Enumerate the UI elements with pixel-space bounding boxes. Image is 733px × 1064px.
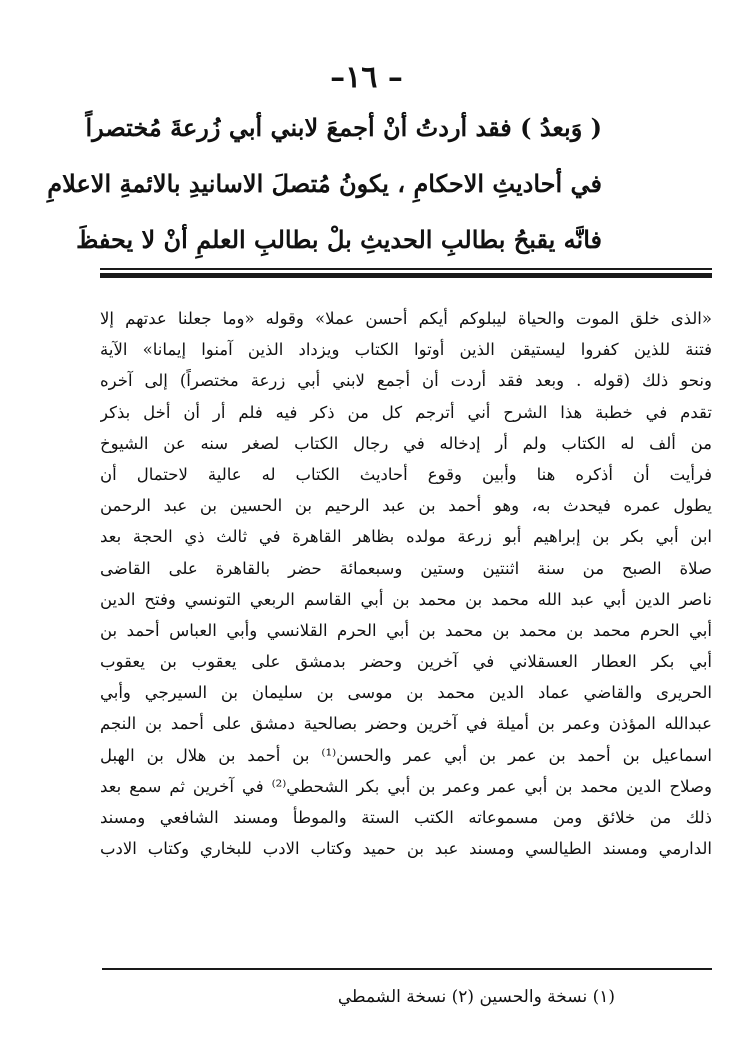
commentary-line: الدارمي ومسند الطيالسي ومسند عبد بن حميد وكتاب الادب للبخاري وكتاب الادب — [100, 839, 712, 859]
main-text-line: فانَّه يقبحُ بطالبِ الحديثِ بلْ بطالبِ العلمِ أنْ لا يحفظَ — [76, 225, 602, 254]
commentary-line: أبي بكر العطار العسقلاني في آخرين وحضر بدمشق على يعقوب بن يعقوب — [100, 652, 712, 672]
section-divider — [100, 268, 712, 278]
commentary-block — [100, 303, 712, 864]
footnote-divider — [102, 968, 712, 970]
commentary-line: فتنة للذين كفروا ليستيقن الذين أوتوا الكتاب ويزداد الذين آمنوا إيمانا» الآية — [100, 340, 712, 360]
main-text-line: في أحاديثِ الاحكامِ ، يكونُ مُتصلَ الاسانيدِ بالائمةِ الاعلامِ — [47, 169, 602, 198]
commentary-line: يطول عمره فيحدث به، وهو أحمد بن عبد الرحيم بن الحسين بن عبد الرحمن — [100, 496, 712, 516]
commentary-line: الحريرى والقاضي عماد الدين محمد بن موسى بن سليمان بن السيرجي وأبي — [100, 683, 712, 703]
main-text-block — [47, 100, 602, 268]
commentary-line: ونحو ذلك (قوله . وبعد فقد أردت أن أجمع لابني أبي زرعة مختصراً) إلى آخره — [100, 371, 712, 391]
commentary-line: اسماعيل بن أحمد بن عمر بن أبي عمر والحسن⁽¹⁾ بن أحمد بن هلال بن الهبل — [100, 745, 712, 765]
main-text-line: ( وَبعدُ ) فقد أردتُ أنْ أجمعَ لابني أبي زُرعةَ مُختصراً — [85, 113, 602, 142]
commentary-line: أبي الحرم محمد بن محمد بن محمد بن أبي الحرم القلانسي وأبي العباس أحمد بن — [100, 620, 712, 640]
commentary-line: عبدالله المؤذن وعمر بن أميلة في آخرين وحضر بصالحية دمشق على أحمد بن النجم — [100, 714, 712, 734]
commentary-line: من ألف له الكتاب ولم أر إدخاله في رجال الكتاب لصغر سنه عن الشيوخ — [100, 433, 712, 453]
commentary-line: فرأيت أن أذكره هنا وأبين وقوع أحاديث الكتاب له عالية لاحتمال أن — [100, 464, 712, 484]
commentary-line: «الذى خلق الموت والحياة ليبلوكم أيكم أحسن عملا» وقوله «وما جعلنا عدتهم إلا — [100, 309, 712, 328]
page-number: –١٦ – — [330, 60, 403, 95]
commentary-line: ابن أبي بكر بن إبراهيم أبو زرعة مولده بظاهر القاهرة في ثالث ذي الحجة بعد — [100, 527, 712, 547]
footnotes: (١) نسخة والحسين (٢) نسخة الشمطي — [337, 987, 615, 1007]
commentary-line: وصلاح الدين محمد بن أبي عمر وعمر بن أبي بكر الشحطي⁽²⁾ في آخرين ثم سمع بعد — [100, 776, 712, 796]
commentary-line: ذلك من خلائق ومن مسموعاته الكتب الستة والموطأ ومسند الشافعي ومسند — [100, 808, 712, 827]
commentary-line: تقدم في خطبة هذا الشرح أني أترجم كل من ذكر فيه فلم أر أن أخل بذكر — [100, 402, 712, 422]
commentary-line: ناصر الدين أبي عبد الله محمد بن محمد بن أبي القاسم الربعي التونسي وفتح الدين — [100, 589, 712, 609]
commentary-line: صلاة الصبح من سنة اثنتين وستين وسبعمائة حضر بالقاهرة على القاضى — [100, 558, 712, 578]
